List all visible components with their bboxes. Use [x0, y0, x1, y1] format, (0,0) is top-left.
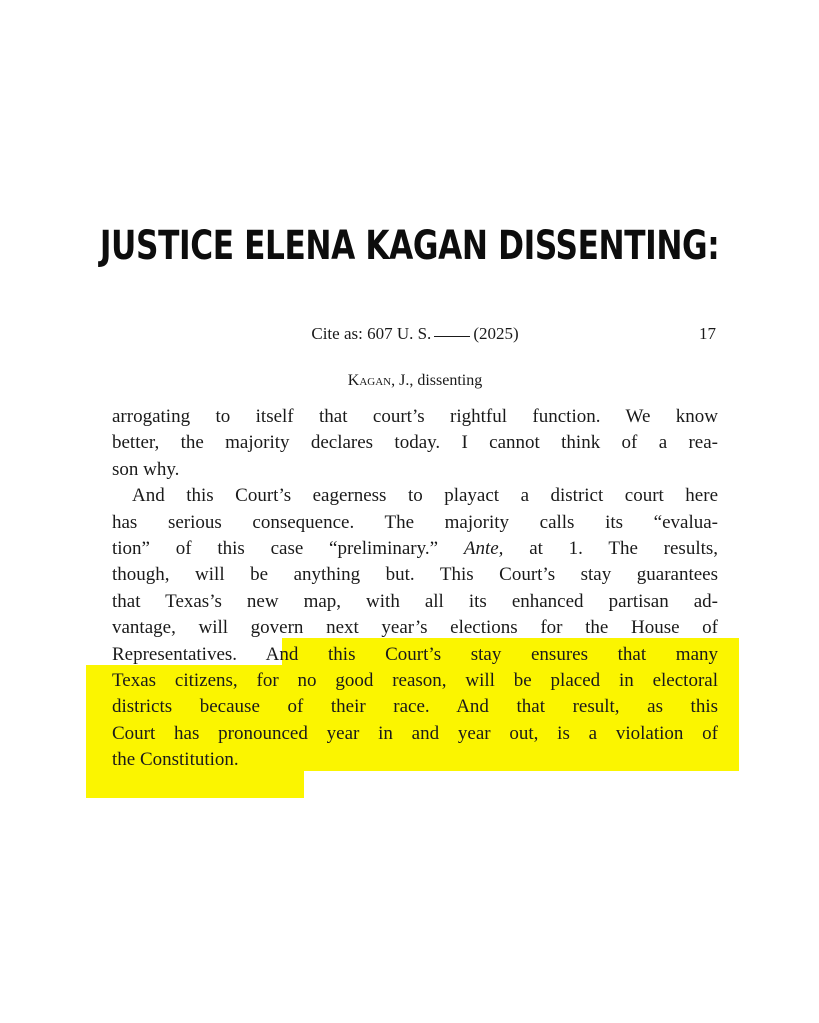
text-line: that Texas’s new map, with all its enhanced partisan ad- [112, 590, 718, 612]
case-citation: Ante, [463, 537, 504, 559]
text-line [112, 536, 718, 562]
text-line: son why. [112, 458, 180, 480]
text-line: vantage, will govern next year’s elections for the House of [112, 617, 718, 639]
text-line: Texas citizens, for no good reason, will be placed in electoral [112, 669, 718, 691]
text-segment: at 1. The results, [529, 537, 719, 559]
page-number: 17 [699, 324, 716, 343]
author-line [112, 372, 718, 390]
author-suffix: , J., dissenting [391, 372, 483, 389]
text-line: districts because of their race. And that result, as this [112, 696, 718, 718]
text-segment: tion” of this case “preliminary.” [112, 537, 439, 559]
cite-prefix: Cite as: 607 U. S. [311, 324, 432, 343]
text-line: Representatives. And this Court’s stay ensures that many [112, 643, 718, 665]
opinion-text [112, 404, 718, 773]
author-name: Kagan [347, 372, 392, 389]
text-line: arrogating to itself that court’s rightful function. We know [112, 406, 718, 427]
text-line: though, will be anything but. This Court’s stay guarantees [112, 564, 718, 586]
cite-year: (2025) [473, 324, 519, 343]
cite-blank [434, 336, 470, 337]
running-head [112, 324, 718, 348]
text-line: better, the majority declares today. I cannot think of a rea- [112, 432, 718, 454]
text-line: the Constitution. [112, 749, 239, 771]
text-line: And this Court’s eagerness to playact a district court here [132, 485, 718, 507]
text-line: has serious consequence. The majority calls its “evalua- [112, 511, 718, 533]
citation [112, 324, 718, 344]
text-line: Court has pronounced year in and year out, is a violation of [112, 722, 718, 744]
headline: JUSTICE ELENA KAGAN DISSENTING: [99, 223, 720, 269]
